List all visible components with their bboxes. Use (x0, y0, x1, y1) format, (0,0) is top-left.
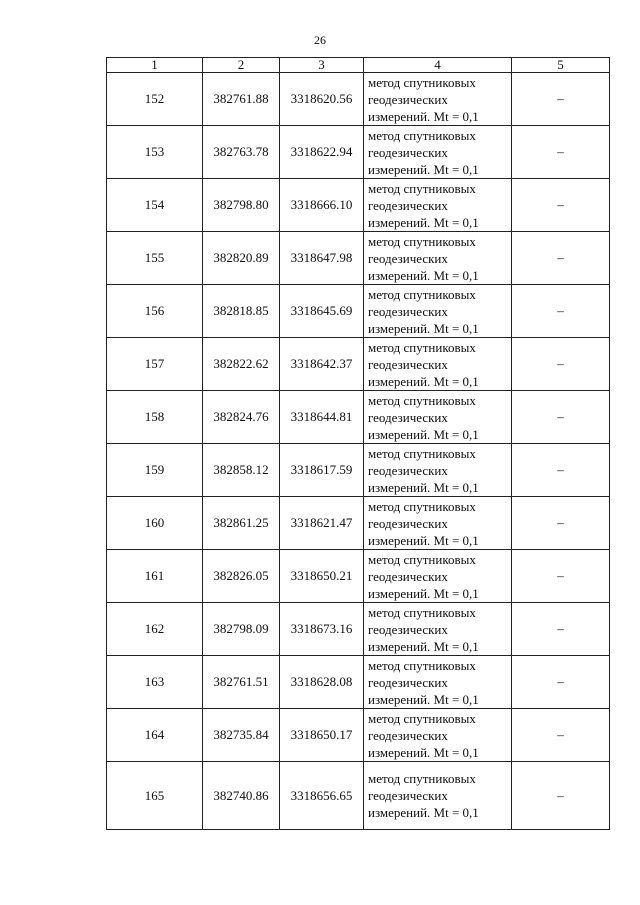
coordinate-x: 382735.84 (203, 709, 280, 762)
method-line: метод спутниковых (368, 710, 476, 726)
method-line: измерений. Mt = 0,1 (368, 161, 479, 177)
method-line: измерений. Mt = 0,1 (368, 426, 479, 442)
method-line: геодезических (368, 674, 448, 690)
point-number: 165 (107, 762, 203, 830)
method-description (364, 232, 512, 285)
method-line: метод спутниковых (368, 657, 476, 673)
method-line: измерений. Mt = 0,1 (368, 691, 479, 707)
coordinate-y: 3318622.94 (280, 126, 364, 179)
note-cell: – (512, 232, 610, 285)
table-row (107, 444, 610, 497)
method-line: метод спутниковых (368, 74, 476, 90)
method-line: геодезических (368, 356, 448, 372)
coordinate-x: 382820.89 (203, 232, 280, 285)
coordinate-y: 3318644.81 (280, 391, 364, 444)
method-description (364, 656, 512, 709)
point-number: 163 (107, 656, 203, 709)
method-line: геодезических (368, 197, 448, 213)
table-row (107, 126, 610, 179)
table-row (107, 709, 610, 762)
method-line: геодезических (368, 144, 448, 160)
method-line: геодезических (368, 462, 448, 478)
method-line: геодезических (368, 250, 448, 266)
point-number: 160 (107, 497, 203, 550)
point-number: 156 (107, 285, 203, 338)
coordinate-y: 3318650.17 (280, 709, 364, 762)
coordinate-y: 3318645.69 (280, 285, 364, 338)
method-line: измерений. Mt = 0,1 (368, 585, 479, 601)
method-description (364, 550, 512, 603)
note-cell: – (512, 603, 610, 656)
method-line: измерений. Mt = 0,1 (368, 267, 479, 283)
coordinate-y: 3318650.21 (280, 550, 364, 603)
method-line: измерений. Mt = 0,1 (368, 108, 479, 124)
coordinate-y: 3318656.65 (280, 762, 364, 830)
method-description (364, 497, 512, 550)
table-row (107, 656, 610, 709)
method-line: геодезических (368, 303, 448, 319)
method-description (364, 603, 512, 656)
method-line: геодезических (368, 515, 448, 531)
method-description (364, 338, 512, 391)
method-line: измерений. Mt = 0,1 (368, 214, 479, 230)
note-cell: – (512, 126, 610, 179)
method-line: метод спутниковых (368, 604, 476, 620)
coordinate-x: 382740.86 (203, 762, 280, 830)
method-line: геодезических (368, 621, 448, 637)
table-header-row (107, 58, 610, 73)
coordinate-x: 382798.09 (203, 603, 280, 656)
method-line: измерений. Mt = 0,1 (368, 638, 479, 654)
method-line: измерений. Mt = 0,1 (368, 320, 479, 336)
table-row (107, 391, 610, 444)
coordinates-table (106, 57, 610, 830)
point-number: 155 (107, 232, 203, 285)
method-line: метод спутниковых (368, 180, 476, 196)
method-description (364, 709, 512, 762)
method-description (364, 179, 512, 232)
method-line: геодезических (368, 727, 448, 743)
table-row (107, 762, 610, 830)
coordinate-x: 382861.25 (203, 497, 280, 550)
coordinate-y: 3318628.08 (280, 656, 364, 709)
note-cell: – (512, 73, 610, 126)
coordinate-x: 382763.78 (203, 126, 280, 179)
table-row (107, 338, 610, 391)
method-description (364, 391, 512, 444)
method-line: измерений. Mt = 0,1 (368, 805, 479, 820)
table-row (107, 179, 610, 232)
method-line: геодезических (368, 409, 448, 425)
point-number: 154 (107, 179, 203, 232)
coordinate-x: 382798.80 (203, 179, 280, 232)
note-cell: – (512, 762, 610, 830)
coordinate-y: 3318621.47 (280, 497, 364, 550)
method-line: геодезических (368, 91, 448, 107)
coordinate-x: 382858.12 (203, 444, 280, 497)
method-description (364, 444, 512, 497)
point-number: 157 (107, 338, 203, 391)
method-line: метод спутниковых (368, 498, 476, 514)
note-cell: – (512, 656, 610, 709)
note-cell: – (512, 444, 610, 497)
table-row (107, 232, 610, 285)
coordinate-y: 3318642.37 (280, 338, 364, 391)
column-header: 5 (512, 58, 610, 73)
method-line: метод спутниковых (368, 127, 476, 143)
coordinate-y: 3318647.98 (280, 232, 364, 285)
method-line: метод спутниковых (368, 339, 476, 355)
table-row (107, 550, 610, 603)
coordinate-x: 382761.51 (203, 656, 280, 709)
method-line: геодезических (368, 568, 448, 584)
method-description (364, 285, 512, 338)
coordinate-x: 382761.88 (203, 73, 280, 126)
point-number: 158 (107, 391, 203, 444)
method-line: метод спутниковых (368, 551, 476, 567)
coordinate-y: 3318666.10 (280, 179, 364, 232)
coordinate-x: 382826.05 (203, 550, 280, 603)
coordinate-y: 3318617.59 (280, 444, 364, 497)
note-cell: – (512, 391, 610, 444)
column-header: 4 (364, 58, 512, 73)
note-cell: – (512, 709, 610, 762)
table-row (107, 285, 610, 338)
method-line: метод спутниковых (368, 771, 476, 786)
note-cell: – (512, 497, 610, 550)
column-header: 3 (280, 58, 364, 73)
method-line: измерений. Mt = 0,1 (368, 479, 479, 495)
column-header: 2 (203, 58, 280, 73)
coordinate-y: 3318673.16 (280, 603, 364, 656)
note-cell: – (512, 179, 610, 232)
point-number: 162 (107, 603, 203, 656)
method-line: измерений. Mt = 0,1 (368, 373, 479, 389)
point-number: 164 (107, 709, 203, 762)
method-description (364, 126, 512, 179)
point-number: 152 (107, 73, 203, 126)
note-cell: – (512, 550, 610, 603)
method-line: метод спутниковых (368, 392, 476, 408)
point-number: 153 (107, 126, 203, 179)
method-line: метод спутниковых (368, 286, 476, 302)
table-row (107, 497, 610, 550)
method-line: измерений. Mt = 0,1 (368, 744, 479, 760)
method-description (364, 73, 512, 126)
method-line: метод спутниковых (368, 233, 476, 249)
point-number: 159 (107, 444, 203, 497)
note-cell: – (512, 338, 610, 391)
point-number: 161 (107, 550, 203, 603)
method-description (364, 762, 512, 830)
coordinate-x: 382818.85 (203, 285, 280, 338)
coordinate-y: 3318620.56 (280, 73, 364, 126)
table-row (107, 73, 610, 126)
method-line: измерений. Mt = 0,1 (368, 532, 479, 548)
page-number: 26 (314, 33, 326, 47)
table-row (107, 603, 610, 656)
coordinate-x: 382824.76 (203, 391, 280, 444)
note-cell: – (512, 285, 610, 338)
method-line: геодезических (368, 788, 448, 803)
coordinate-x: 382822.62 (203, 338, 280, 391)
column-header: 1 (107, 58, 203, 73)
method-line: метод спутниковых (368, 445, 476, 461)
